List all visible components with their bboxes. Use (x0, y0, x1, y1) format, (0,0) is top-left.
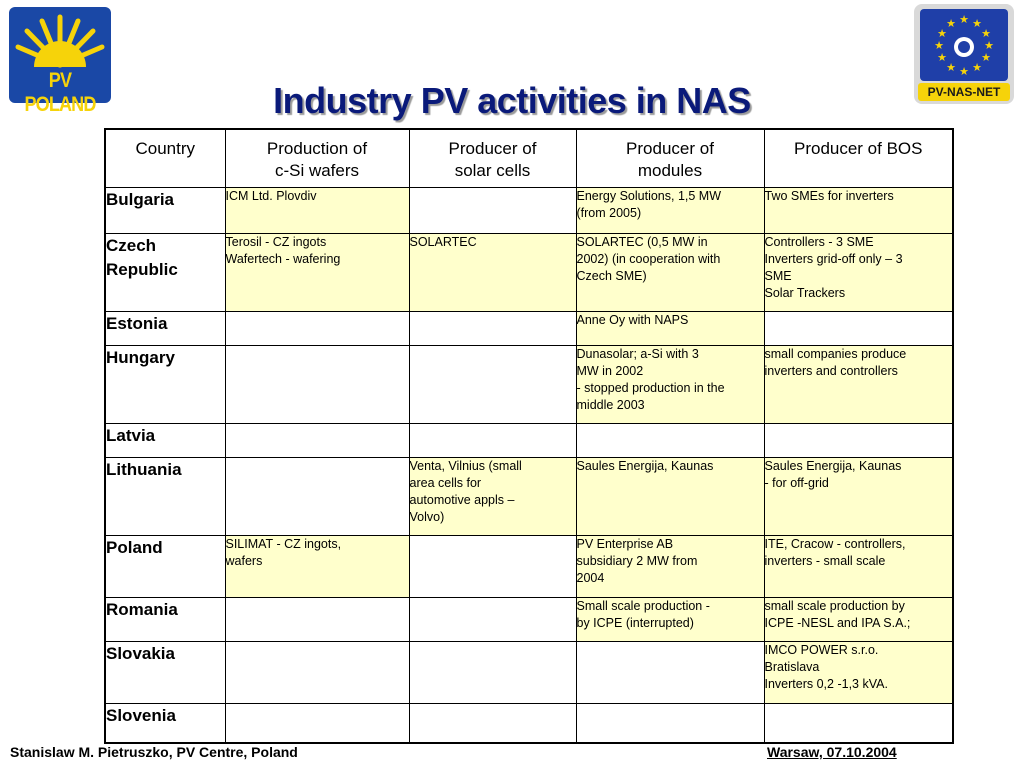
activity-cell (764, 187, 953, 233)
svg-text:★: ★ (946, 61, 956, 74)
country-cell (105, 703, 225, 743)
empty-cell (225, 703, 409, 743)
column-header-text: Producer of (448, 139, 537, 158)
country-name: Latvia (106, 425, 156, 445)
activity-text: Volvo) (409, 509, 445, 524)
activity-cell (576, 457, 764, 535)
empty-cell (225, 423, 409, 457)
country-cell (105, 345, 225, 423)
activity-text: SME (764, 268, 792, 283)
activity-text: inverters and controllers (764, 363, 898, 378)
activity-text: subsidiary 2 MW from (576, 553, 698, 568)
activity-text: area cells for (409, 475, 482, 490)
activity-text: ITE, Cracow - controllers, (764, 536, 906, 551)
activity-text: Venta, Vilnius (small (409, 458, 522, 473)
empty-cell (409, 187, 576, 233)
activity-cell (576, 311, 764, 345)
svg-text:★: ★ (981, 51, 991, 64)
country-name: Estonia (106, 313, 168, 333)
empty-cell (576, 703, 764, 743)
table-row (105, 345, 953, 423)
eu-flag-icon (920, 9, 1008, 81)
table-header-row (105, 129, 953, 187)
country-cell (105, 535, 225, 597)
activity-cell (764, 457, 953, 535)
activity-text: 2002) (in cooperation with (576, 251, 721, 266)
table-row (105, 703, 953, 743)
empty-cell (225, 311, 409, 345)
activity-cell (225, 535, 409, 597)
svg-text:★: ★ (946, 17, 956, 30)
activity-text: - for off-grid (764, 475, 829, 490)
page-title: Industry PV activities in NAS (273, 80, 751, 121)
country-name: Romania (106, 599, 178, 619)
svg-text:★: ★ (937, 51, 947, 64)
country-cell (105, 233, 225, 311)
activity-text: middle 2003 (576, 397, 645, 412)
activity-text: Dunasolar; a-Si with 3 (576, 346, 699, 361)
column-header-text: c-Si wafers (274, 161, 360, 180)
activity-text: inverters - small scale (764, 553, 886, 568)
activity-text: Anne Oy with NAPS (576, 312, 689, 327)
activity-text: Energy Solutions, 1,5 MW (576, 188, 722, 203)
empty-cell (764, 703, 953, 743)
svg-text:★: ★ (972, 61, 982, 74)
activity-text: IMCO POWER s.r.o. (764, 642, 879, 657)
country-cell (105, 311, 225, 345)
activity-text: Saules Energija, Kaunas (764, 458, 902, 473)
column-header (764, 129, 953, 187)
empty-cell (225, 597, 409, 641)
svg-text:★: ★ (972, 17, 982, 30)
table-row (105, 187, 953, 233)
activity-text: PV Enterprise AB (576, 536, 674, 551)
activity-text: ICM Ltd. Plovdiv (225, 188, 317, 203)
column-header (105, 129, 225, 187)
activity-text: Small scale production - (576, 598, 710, 613)
svg-text:★: ★ (934, 39, 944, 52)
empty-cell (225, 457, 409, 535)
country-name: Slovenia (106, 705, 176, 725)
activity-text: Two SMEs for inverters (764, 188, 894, 203)
activity-cell (764, 345, 953, 423)
table-row (105, 423, 953, 457)
table-row (105, 311, 953, 345)
empty-cell (409, 345, 576, 423)
activity-cell (576, 187, 764, 233)
svg-text:★: ★ (959, 65, 969, 78)
empty-cell (576, 641, 764, 703)
activity-text: MW in 2002 (576, 363, 644, 378)
country-cell (105, 597, 225, 641)
activity-text: by ICPE (interrupted) (576, 615, 694, 630)
country-name: Lithuania (106, 459, 182, 479)
column-header-text: Country (135, 139, 196, 158)
empty-cell (225, 345, 409, 423)
activity-text: Saules Energija, Kaunas (576, 458, 714, 473)
pv-activities-table (104, 128, 954, 744)
country-cell (105, 641, 225, 703)
activity-text: Wafertech - wafering (225, 251, 341, 266)
activity-cell (225, 187, 409, 233)
table-row (105, 597, 953, 641)
activity-text: ICPE -NESL and IPA S.A.; (764, 615, 911, 630)
activity-text: automotive appls – (409, 492, 515, 507)
country-cell (105, 457, 225, 535)
activity-text: small scale production by (764, 598, 905, 613)
activity-cell (225, 233, 409, 311)
activity-cell (764, 233, 953, 311)
column-header-text: Producer of (626, 139, 714, 158)
empty-cell (225, 641, 409, 703)
empty-cell (764, 423, 953, 457)
empty-cell (576, 423, 764, 457)
activity-cell (764, 535, 953, 597)
activity-text: Czech SME) (576, 268, 647, 283)
activity-cell (576, 233, 764, 311)
activity-text: SILIMAT - CZ ingots, (225, 536, 342, 551)
country-cell (105, 423, 225, 457)
column-header-text: modules (637, 161, 703, 180)
empty-cell (409, 311, 576, 345)
column-header (576, 129, 764, 187)
activity-text: Terosil - CZ ingots (225, 234, 327, 249)
activity-cell (764, 641, 953, 703)
activity-text: SOLARTEC (0,5 MW in (576, 234, 708, 249)
svg-text:★: ★ (937, 27, 947, 40)
empty-cell (409, 703, 576, 743)
activity-text: Solar Trackers (764, 285, 846, 300)
activity-cell (576, 345, 764, 423)
column-header-text: Producer of BOS (793, 139, 923, 158)
country-name: Slovakia (106, 643, 175, 663)
country-name: Hungary (106, 347, 175, 367)
column-header (409, 129, 576, 187)
table-row (105, 641, 953, 703)
activity-cell (576, 597, 764, 641)
activity-cell (764, 597, 953, 641)
table-row (105, 233, 953, 311)
table-row (105, 535, 953, 597)
column-header-text: solar cells (454, 161, 531, 180)
activity-text: (from 2005) (576, 205, 642, 220)
footer-author: Stanislaw M. Pietruszko, PV Centre, Poland (10, 744, 298, 760)
activity-text: small companies produce (764, 346, 907, 361)
column-header (225, 129, 409, 187)
table-body (105, 187, 953, 743)
activity-text: 2004 (576, 570, 605, 585)
activity-text: Controllers - 3 SME (764, 234, 874, 249)
empty-cell (764, 311, 953, 345)
svg-text:★: ★ (981, 27, 991, 40)
country-name: Republic (106, 259, 178, 279)
empty-cell (409, 641, 576, 703)
country-cell (105, 187, 225, 233)
empty-cell (409, 597, 576, 641)
logo-left-text: PV POLAND (24, 69, 96, 116)
activity-text: Inverters 0,2 -1,3 kVA. (764, 676, 888, 691)
svg-text:★: ★ (984, 39, 994, 52)
activity-text: Bratislava (764, 659, 820, 674)
footer-date: Warsaw, 07.10.2004 (767, 744, 897, 760)
activity-cell (409, 233, 576, 311)
svg-text:★: ★ (959, 13, 969, 26)
country-name: Bulgaria (106, 189, 175, 209)
activity-cell (576, 535, 764, 597)
activity-text: - stopped production in the (576, 380, 725, 395)
activity-cell (409, 457, 576, 535)
table-row (105, 457, 953, 535)
activity-text: SOLARTEC (409, 234, 477, 249)
activity-text: Inverters grid-off only – 3 (764, 251, 903, 266)
column-header-text: Production of (266, 139, 368, 158)
activity-text: wafers (225, 553, 263, 568)
empty-cell (409, 535, 576, 597)
logo-right-text: PV-NAS-NET (918, 83, 1010, 101)
empty-cell (409, 423, 576, 457)
country-name: Czech (106, 235, 157, 255)
country-name: Poland (106, 537, 163, 557)
